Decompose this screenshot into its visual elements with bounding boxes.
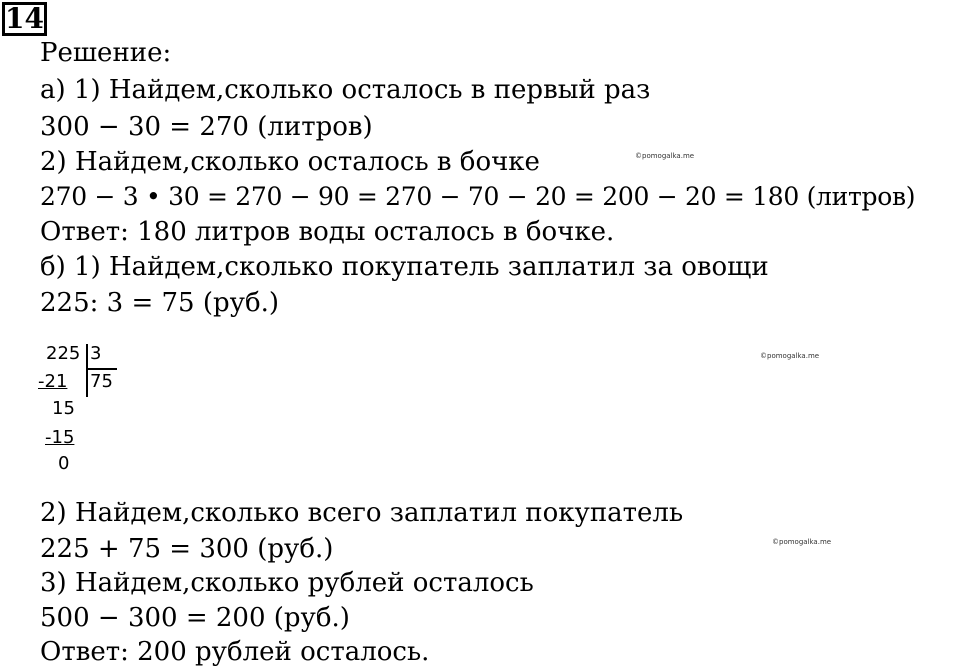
part-a-step-2: 2) Найдем,сколько осталось в бочке <box>40 147 540 177</box>
division-subtrahend-2: -15 <box>45 427 75 448</box>
part-b-calc-1: 225: 3 = 75 (руб.) <box>40 288 280 318</box>
part-b-step-1: б) 1) Найдем,сколько покупатель заплатил за овощи <box>40 252 769 282</box>
division-remainder-1: 15 <box>52 398 75 419</box>
part-a-calc-2: 270 − 3 • 30 = 270 − 90 = 270 − 70 − 20 = 200 − 20 = 180 (литров) <box>40 182 916 211</box>
part-a-calc-1: 300 − 30 = 270 (литров) <box>40 112 373 142</box>
division-dividend: 225 <box>46 343 81 364</box>
division-remainder-2: 0 <box>58 453 70 474</box>
division-quotient: 75 <box>90 371 113 392</box>
watermark-3: ©pomogalka.me <box>772 538 832 546</box>
division-vertical-line <box>86 344 88 397</box>
solution-heading: Решение: <box>40 38 172 68</box>
task-number-badge: 14 <box>2 2 47 36</box>
part-b-answer: Ответ: 200 рублей осталось. <box>40 637 430 667</box>
watermark-2: ©pomogalka.me <box>760 352 820 360</box>
division-horizontal-line <box>87 368 117 370</box>
part-a-answer: Ответ: 180 литров воды осталось в бочке. <box>40 217 615 247</box>
part-b-step-2: 2) Найдем,сколько всего заплатил покупатель <box>40 498 684 528</box>
watermark-1: ©pomogalka.me <box>635 152 695 160</box>
division-divisor: 3 <box>90 343 102 364</box>
division-subtrahend-1: -21 <box>38 371 68 392</box>
part-b-step-3: 3) Найдем,сколько рублей осталось <box>40 568 534 598</box>
part-a-step-1: а) 1) Найдем,сколько осталось в первый раз <box>40 75 651 105</box>
part-b-calc-3: 500 − 300 = 200 (руб.) <box>40 603 350 633</box>
part-b-calc-2: 225 + 75 = 300 (руб.) <box>40 534 334 564</box>
